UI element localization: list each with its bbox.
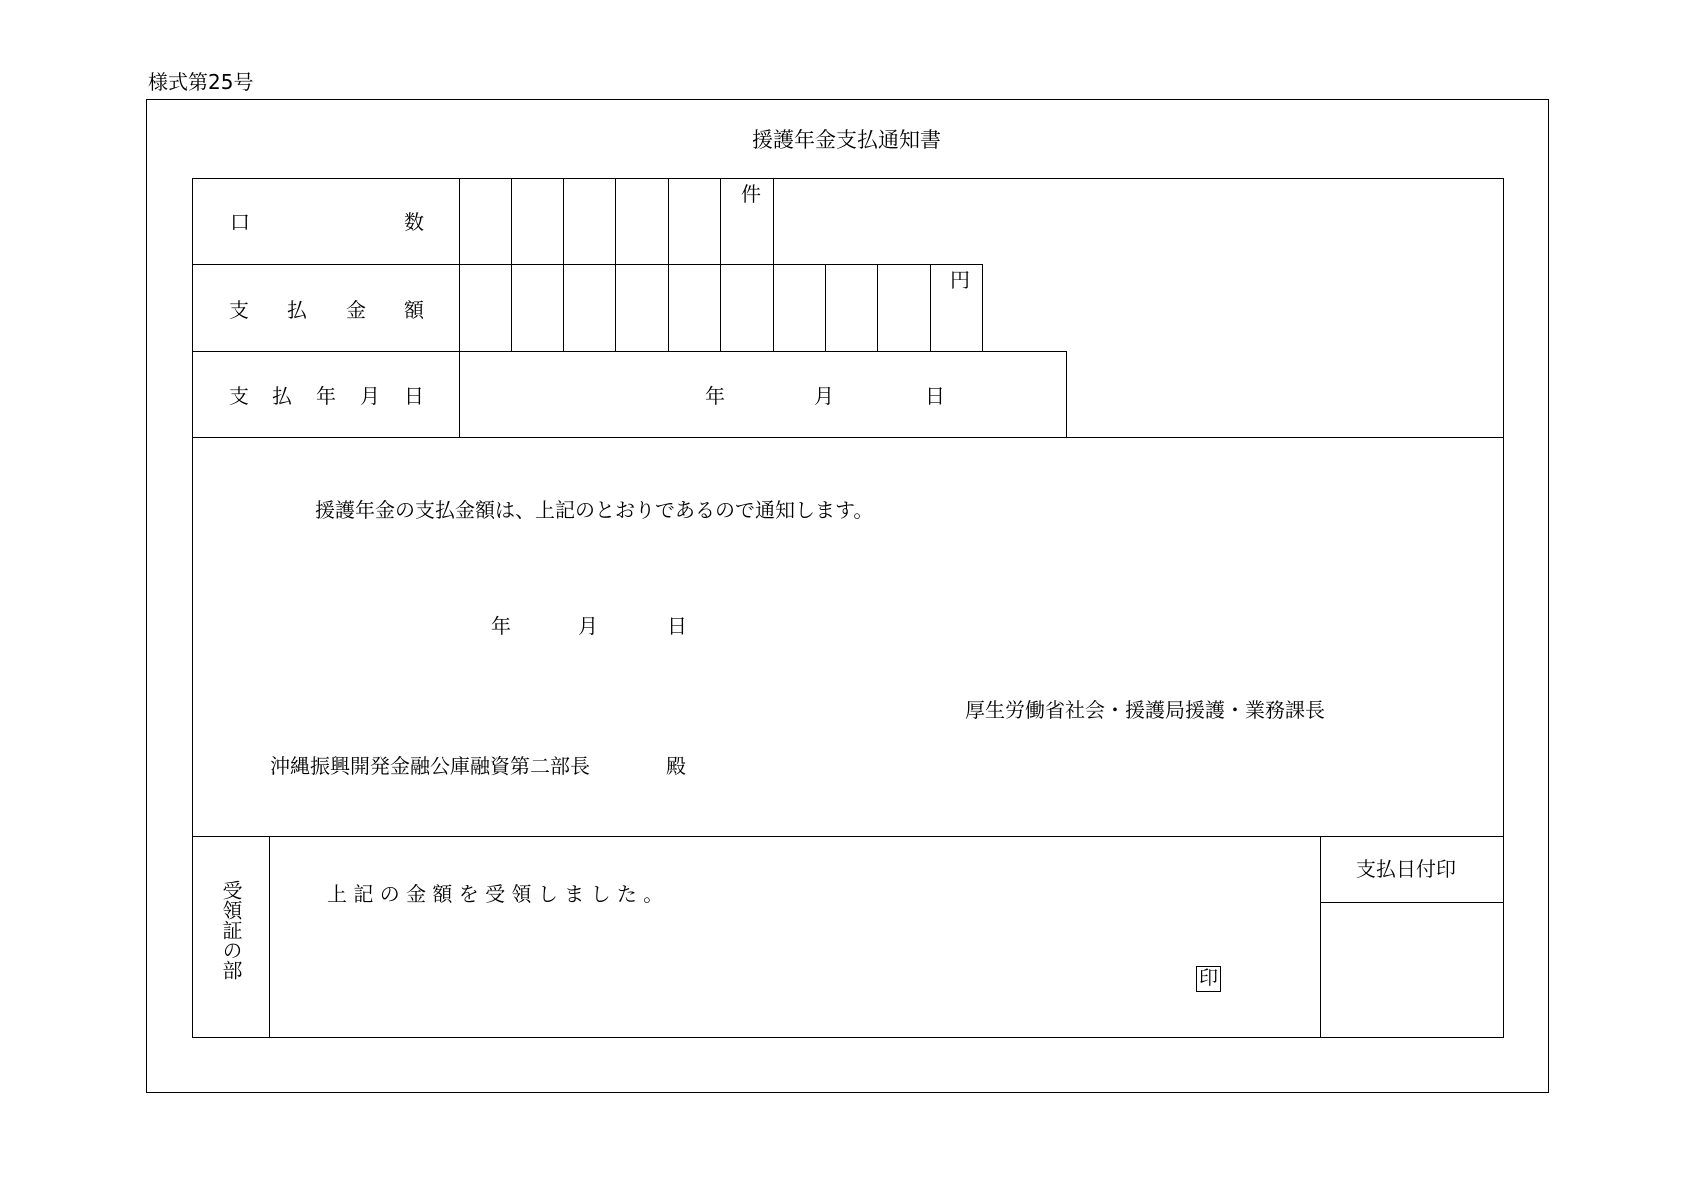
main-table: [192, 178, 1504, 1038]
form-number: 様式第25号: [148, 70, 254, 94]
receipt-label-divider: [269, 836, 270, 1038]
digit-divider: [563, 178, 564, 351]
row-divider-3: [192, 437, 1504, 438]
issue-date-day: 日: [667, 614, 687, 638]
stamp-label: 支払日付印: [1356, 857, 1456, 881]
digit-divider: [720, 178, 721, 351]
label-column-divider: [459, 178, 460, 437]
count-label-left: 口: [230, 210, 250, 234]
recipient-name: 沖縄振興開発金融公庫融資第二部長: [270, 754, 590, 778]
honorific: 殿: [666, 754, 686, 778]
digit-divider: [930, 264, 931, 351]
digit-divider: [877, 264, 878, 351]
count-unit: 件: [741, 182, 761, 206]
amount-label-char: 額: [404, 298, 424, 322]
row-divider-4: [192, 836, 1504, 837]
digit-divider: [511, 178, 512, 351]
amount-label-char: 金: [346, 298, 366, 322]
digit-divider: [668, 178, 669, 351]
date-label-char: 年: [316, 384, 336, 408]
notice-text: 援護年金の支払金額は、上記のとおりであるので通知します。: [315, 498, 874, 522]
amount-unit: 円: [950, 268, 970, 292]
date-label-char: 支: [229, 384, 249, 408]
digit-divider: [825, 264, 826, 351]
amount-label-char: 支: [229, 298, 249, 322]
date-label-char: 月: [360, 384, 380, 408]
sender-title: 厚生労働省社会・援護局援護・業務課長: [965, 698, 1325, 722]
issue-date-month: 月: [578, 614, 598, 638]
receipt-text: 上 記 の 金 額 を 受 領 し ま し た 。: [327, 882, 664, 906]
payment-date-year: 年: [705, 384, 725, 408]
date-label-char: 日: [404, 384, 424, 408]
amount-label-char: 払: [287, 298, 307, 322]
payment-date-month: 月: [814, 384, 834, 408]
stamp-column-divider: [1320, 836, 1321, 1038]
receipt-section-label: 受領証の部: [219, 880, 243, 980]
date-cell-edge: [1066, 351, 1067, 437]
document-title: 援護年金支払通知書: [752, 128, 941, 152]
row-divider-1: [192, 264, 983, 265]
digit-divider: [615, 178, 616, 351]
issue-date-year: 年: [491, 614, 511, 638]
count-label-right: 数: [404, 210, 424, 234]
stamp-divider: [1320, 902, 1504, 903]
digit-divider: [982, 264, 983, 351]
row-divider-2: [192, 351, 1067, 352]
digit-divider: [773, 178, 774, 351]
date-label-char: 払: [272, 384, 292, 408]
payment-date-day: 日: [925, 384, 945, 408]
seal-mark: 印: [1196, 966, 1221, 992]
